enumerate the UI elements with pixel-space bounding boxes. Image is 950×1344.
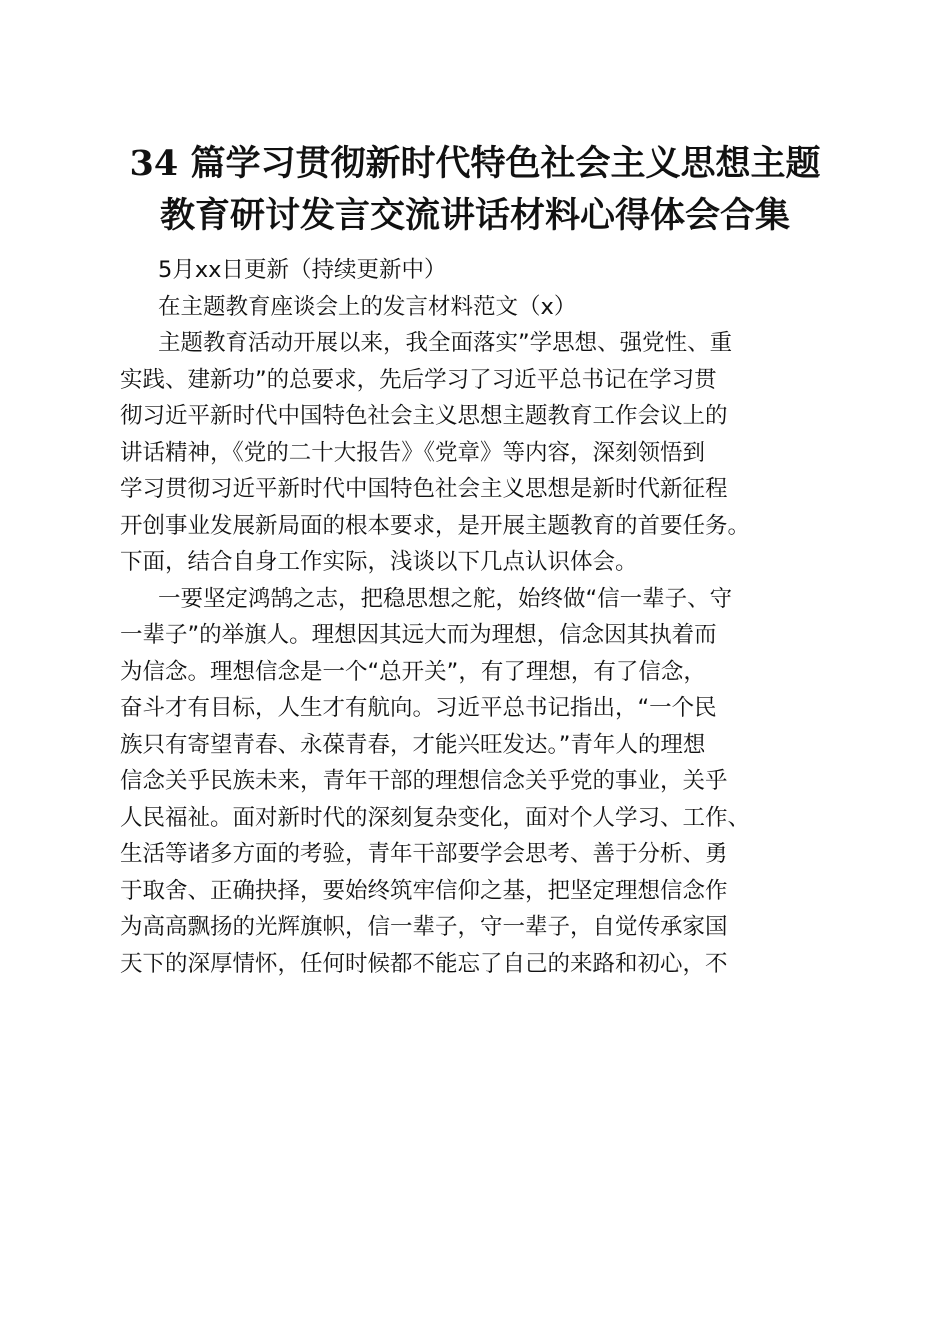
paragraph-line: 信念关乎民族未来，青年干部的理想信念关乎党的事业，关乎 (120, 768, 728, 794)
paragraph-line: 一要坚定鸿鹄之志，把稳思想之舵，始终做“信一辈子、守 (158, 585, 733, 612)
update-note-text: 5月xx日更新（持续更新中） (158, 257, 447, 283)
article-title-text: 在主题教育座谈会上的发言材料范文（x） (158, 293, 577, 320)
update-note (120, 252, 830, 289)
paragraph-point-one (120, 581, 830, 983)
document-title (60, 138, 890, 242)
paragraph-line: 奋斗才有目标，人生才有航向。习近平总书记指出，“一个民 (120, 695, 717, 721)
paragraph-line: 于取舍、正确抉择，要始终筑牢信仰之基，把坚定理想信念作 (120, 877, 728, 904)
paragraph-line: 主题教育活动开展以来，我全面落实”学思想、强党性、重 (158, 330, 733, 356)
paragraph-line: 为信念。理想信念是一个“总开关”，有了理想，有了信念， (120, 658, 706, 685)
paragraph-line: 为高高飘扬的光辉旗帜，信一辈子，守一辈子，自觉传承家国 (120, 914, 728, 940)
paragraph-line: 下面，结合自身工作实际，浅谈以下几点认识体会。 (120, 549, 638, 575)
paragraph-line: 一辈子”的举旗人。理想因其远大而为理想，信念因其执着而 (120, 622, 717, 648)
paragraph-line: 族只有寄望青春、永葆青春，才能兴旺发达。”青年人的理想 (120, 731, 706, 758)
paragraph-intro (120, 325, 830, 581)
paragraph-line: 生活等诸多方面的考验，青年干部要学会思考、善于分析、勇 (120, 841, 728, 867)
title-line-1: 34 篇学习贯彻新时代特色社会主义思想主题 (129, 143, 821, 184)
paragraph-line: 人民福祉。面对新时代的深刻复杂变化，面对个人学习、工作、 (120, 804, 751, 831)
paragraph-line: 学习贯彻习近平新时代中国特色社会主义思想是新时代新征程 (120, 476, 728, 502)
paragraph-line: 讲话精神，《党的二十大报告》《党章》等内容，深刻领悟到 (120, 439, 706, 466)
paragraph-line: 天下的深厚情怀，任何时候都不能忘了自己的来路和初心，不 (120, 950, 728, 977)
paragraph-line: 开创事业发展新局面的根本要求，是开展主题教育的首要任务。 (120, 512, 751, 539)
paragraph-line: 彻习近平新时代中国特色社会主义思想主题教育工作会议上的 (120, 403, 728, 429)
title-line-2: 教育研讨发言交流讲话材料心得体会合集 (159, 195, 790, 236)
paragraph-line: 实践、建新功”的总要求，先后学习了习近平总书记在学习贯 (120, 366, 717, 393)
article-title (120, 289, 830, 326)
document-body (120, 252, 830, 982)
